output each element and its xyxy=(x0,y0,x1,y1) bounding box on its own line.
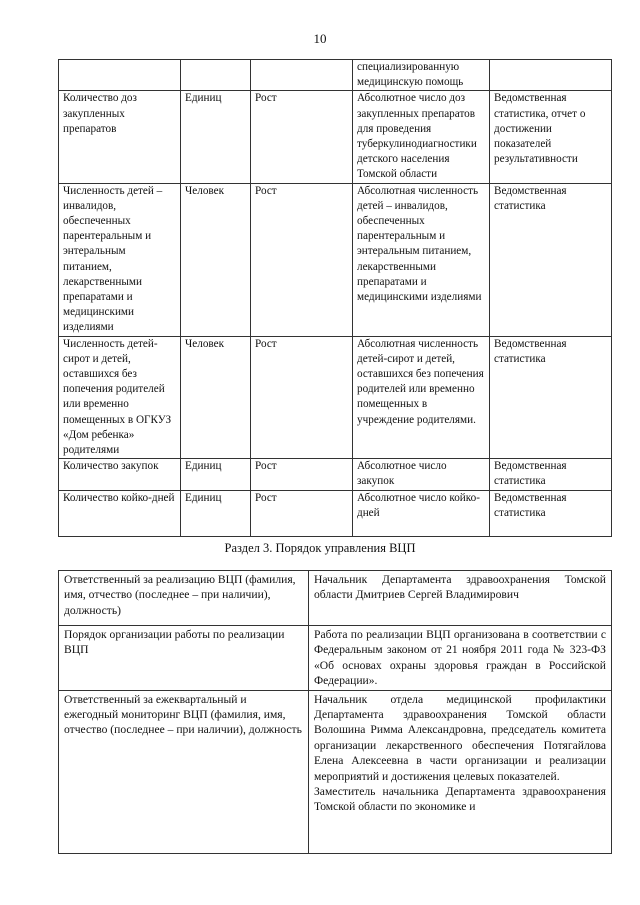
management-table xyxy=(58,570,612,854)
table-row xyxy=(59,571,612,626)
management-paragraph: Заместитель начальника Департамента здравоохранения Томской области по экономике и xyxy=(314,785,606,814)
management-value xyxy=(309,571,612,626)
table-row xyxy=(59,459,612,490)
table-row xyxy=(59,690,612,853)
table-row xyxy=(59,60,612,91)
indicator-source xyxy=(490,60,612,91)
management-paragraph: Начальник Департамента здравоохранения Томской области Дмитриев Сергей Владимирович xyxy=(314,573,606,602)
indicator-source: Ведомственная статистика xyxy=(490,336,612,459)
indicator-unit xyxy=(181,60,251,91)
indicators-table xyxy=(58,59,612,537)
indicator-name: Численность детей – инвалидов, обеспеченных парентеральным и энтеральным питанием, лекарственными препаратами и медицинскими изделиями xyxy=(59,183,181,336)
indicator-source: Ведомственная статистика xyxy=(490,183,612,336)
indicator-trend xyxy=(251,60,353,91)
indicator-source: Ведомственная статистика xyxy=(490,490,612,536)
table-row xyxy=(59,91,612,183)
indicator-method: Абсолютная численность детей – инвалидов, обеспеченных парентеральным и энтеральным питанием, лекарственными препаратами и медицинскими изделиями xyxy=(353,183,490,336)
indicator-name: Численность детей-сирот и детей, оставшихся без попечения родителей или временно помещенных в ОГКУЗ «Дом ребенка» родителями xyxy=(59,336,181,459)
section-title: Раздел 3. Порядок управления ВЦП xyxy=(224,541,416,555)
indicator-trend: Рост xyxy=(251,459,353,490)
table-row xyxy=(59,183,612,336)
indicator-unit: Единиц xyxy=(181,459,251,490)
indicator-name: Количество доз закупленных препаратов xyxy=(59,91,181,183)
indicator-trend: Рост xyxy=(251,91,353,183)
management-label: Ответственный за реализацию ВЦП (фамилия, имя, отчество (последнее – при наличии), должность) xyxy=(59,571,309,626)
indicator-source: Ведомственная статистика, отчет о достижении показателей результативности xyxy=(490,91,612,183)
indicator-method: Абсолютное число закупок xyxy=(353,459,490,490)
indicator-name xyxy=(59,60,181,91)
indicator-trend: Рост xyxy=(251,336,353,459)
management-paragraph: Начальник отдела медицинской профилактики Департамента здравоохранения Томской области Волошина Римма Александровна, председатель комитета организации лекарственного обеспечения Потягайлова Елена Алексеевна в части организации и реализации мероприятий и достижения целевых показателей. xyxy=(314,692,606,783)
indicator-method: специализированную медицинскую помощь xyxy=(353,60,490,91)
indicator-name: Количество койко-дней xyxy=(59,490,181,536)
table-row xyxy=(59,336,612,459)
management-label: Ответственный за ежеквартальный и ежегодный мониторинг ВЦП (фамилия, имя, отчество (последнее – при наличии), должность xyxy=(59,690,309,853)
indicator-trend: Рост xyxy=(251,183,353,336)
indicator-unit: Единиц xyxy=(181,91,251,183)
indicator-unit: Единиц xyxy=(181,490,251,536)
table-row xyxy=(59,626,612,691)
indicator-method: Абсолютная численность детей-сирот и детей, оставшихся без попечения родителей или временно помещенных в учреждение родителями. xyxy=(353,336,490,459)
management-label: Порядок организации работы по реализации ВЦП xyxy=(59,626,309,691)
indicator-method: Абсолютное число доз закупленных препаратов для проведения туберкулинодиагностики детского населения Томской области xyxy=(353,91,490,183)
table-row xyxy=(59,490,612,536)
management-value xyxy=(309,626,612,691)
indicator-name: Количество закупок xyxy=(59,459,181,490)
management-value xyxy=(309,690,612,853)
indicator-source: Ведомственная статистика xyxy=(490,459,612,490)
management-paragraph: Работа по реализации ВЦП организована в соответствии с Федеральным законом от 21 ноября 2011 года № 323-ФЗ «Об основах охраны здоровья граждан в Российской Федерации». xyxy=(314,628,606,688)
indicator-unit: Человек xyxy=(181,183,251,336)
indicator-method: Абсолютное число койко-дней xyxy=(353,490,490,536)
page-number: 10 xyxy=(313,31,327,46)
indicator-trend: Рост xyxy=(251,490,353,536)
indicator-unit: Человек xyxy=(181,336,251,459)
